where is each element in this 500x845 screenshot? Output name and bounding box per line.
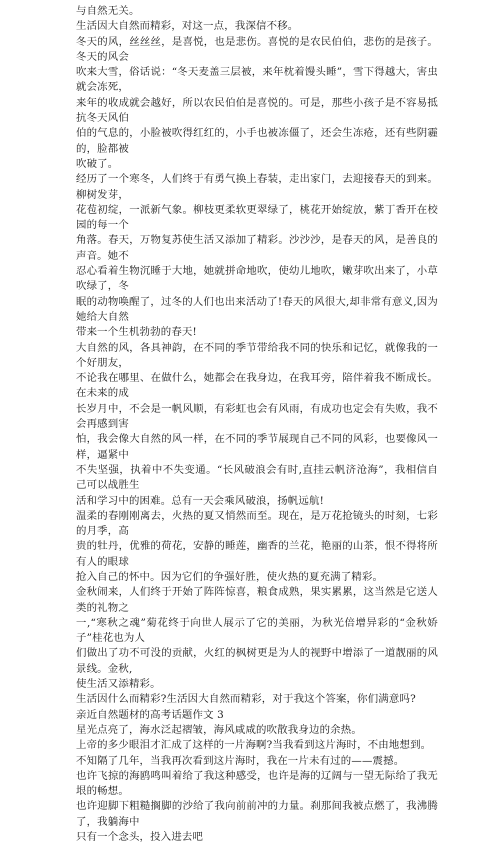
- text-line: 使生活又添精彩。: [76, 678, 161, 691]
- text-line: 来年的收成就会越好，所以农民伯伯是喜悦的。可是，那些小孩子是不容易抵抗冬天风伯: [76, 96, 438, 125]
- text-line: 星光点亮了，海水泛起褶皱，海风咸咸的吹散我身边的余热。: [76, 723, 362, 736]
- text-line: 带来一个生机勃勃的春天!: [76, 326, 197, 339]
- text-line: 长岁月中，不会是一帆风顺，有彩虹也会有风雨，有成功也定会有失败，我不会再感到害: [76, 402, 438, 431]
- text-line: 不知隔了几年，当我再次看到这片海时，我在一片未有过的——震撼。: [76, 754, 405, 767]
- text-line: 也许迎脚下粗糙搁脚的沙给了我向前前冲的力量。刹那间我被点燃了，我沸腾了，我躺海中: [76, 800, 438, 828]
- text-line: 冬天的风，丝丝丝，是喜悦，也是悲伤。喜悦的是农民伯伯，悲伤的是孩子。冬天的风会: [76, 35, 438, 63]
- text-line: 温柔的春刚刚离去，火热的夏又悄然而至。现在，是万花抢镜头的时刻，七彩的月季，高: [76, 509, 438, 538]
- text-line: 不论我在哪里、在做什么，她都会在我身边，在我耳旁，陪伴着我不断成长。在未来的成: [76, 372, 438, 400]
- text-line: 们做出了功不可没的贡献，火红的枫树更是为人的视野中增添了一道靓丽的风景线。金秋,: [76, 647, 438, 675]
- document-body: [76, 4, 438, 845]
- text-line: 伯的气息的，小脸被吹得红红的，小手也被冻僵了，还会生冻疮，还有些阴霾的，脸都被: [76, 127, 438, 155]
- text-line: 大自然的风，各具神韵，在不同的季节带给我不同的快乐和记忆，就像我的一个好朋友，: [76, 341, 438, 369]
- text-line: 也许飞掠的海鸥鸣叫着给了我这种感受，也许是海的辽阔与一望无际给了我无垠的畅想。: [76, 769, 438, 798]
- text-line: 经历了一个寒冬，人们终于有勇气换上春装，走出家门，去迎接春天的到来。柳树发芽，: [76, 173, 438, 201]
- text-line: 生活因什么而精彩?生活因大自然而精彩，对于我这个答案，你们满意吗?: [76, 693, 416, 706]
- text-line: 花苞初绽，一派新气象。柳枝更柔软更翠绿了，桃花开始绽放，紫丁香开在校园的每一个: [76, 203, 438, 232]
- text-line: 活和学习中的困难。总有一天会乘风破浪，扬帆远航!: [76, 494, 324, 507]
- text-line: 贵的牡丹，优雅的荷花，安静的睡莲，幽香的兰花，艳丽的山茶，恨不得将所有人的眼球: [76, 540, 438, 568]
- text-line: 抢入自己的怀中。因为它们的争强好胜，使火热的夏充满了精彩。: [76, 570, 384, 583]
- section-heading: 亲近自然题材的高考话题作文 3: [76, 708, 224, 721]
- text-line: 吹破了。: [76, 157, 119, 170]
- text-line: 与自然无关。: [76, 5, 140, 17]
- text-line: 上帝的多少眼泪才汇成了这样的一片海啊?当我看到这片海时，不由地想到。: [76, 739, 432, 752]
- text-line: 金秋闹来，人们终于开始了阵阵惊喜，粮食成熟，果实累累，这当然是它送人类的礼物之: [76, 586, 438, 614]
- text-line: 眠的动物唤醒了，过冬的人们也出来活动了!春天的风很大,却非常有意义,因为她给大自然: [76, 295, 438, 323]
- text-line: 不失坚强，执着中不失变通。“长风破浪会有时,直挂云帆济沧海”，我相信自己可以战胜生: [76, 463, 438, 492]
- text-line: 忍心看着生物沉睡于大地，她就拼命地吹，使幼儿地吹，嫩芽吹出来了，小草吹绿了，冬: [76, 265, 438, 293]
- text-line: 一,“寒秋之魂”菊花终于向世人展示了它的美丽，为秋光倍增异彩的“金秋娇子”桂花也为人: [76, 616, 438, 645]
- text-line: 生活因大自然而精彩，对这一点，我深信不移。: [76, 20, 299, 33]
- text-line: 怕，我会像大自然的风一样，在不同的季节展现自己不同的风彩，也要像风一样，逼紧中: [76, 433, 438, 461]
- text-line: 只有一个念头，投入进去吧: [76, 831, 204, 844]
- text-line: 角落。春天，万物复苏使生活又添加了精彩。沙沙沙，是春天的风，是善良的声音。她不: [76, 234, 438, 262]
- text-line: 吹来大雪，俗话说：“冬天麦盖三层被，来年枕着馒头睡”，雪下得越大，害虫就会冻死，: [76, 66, 438, 94]
